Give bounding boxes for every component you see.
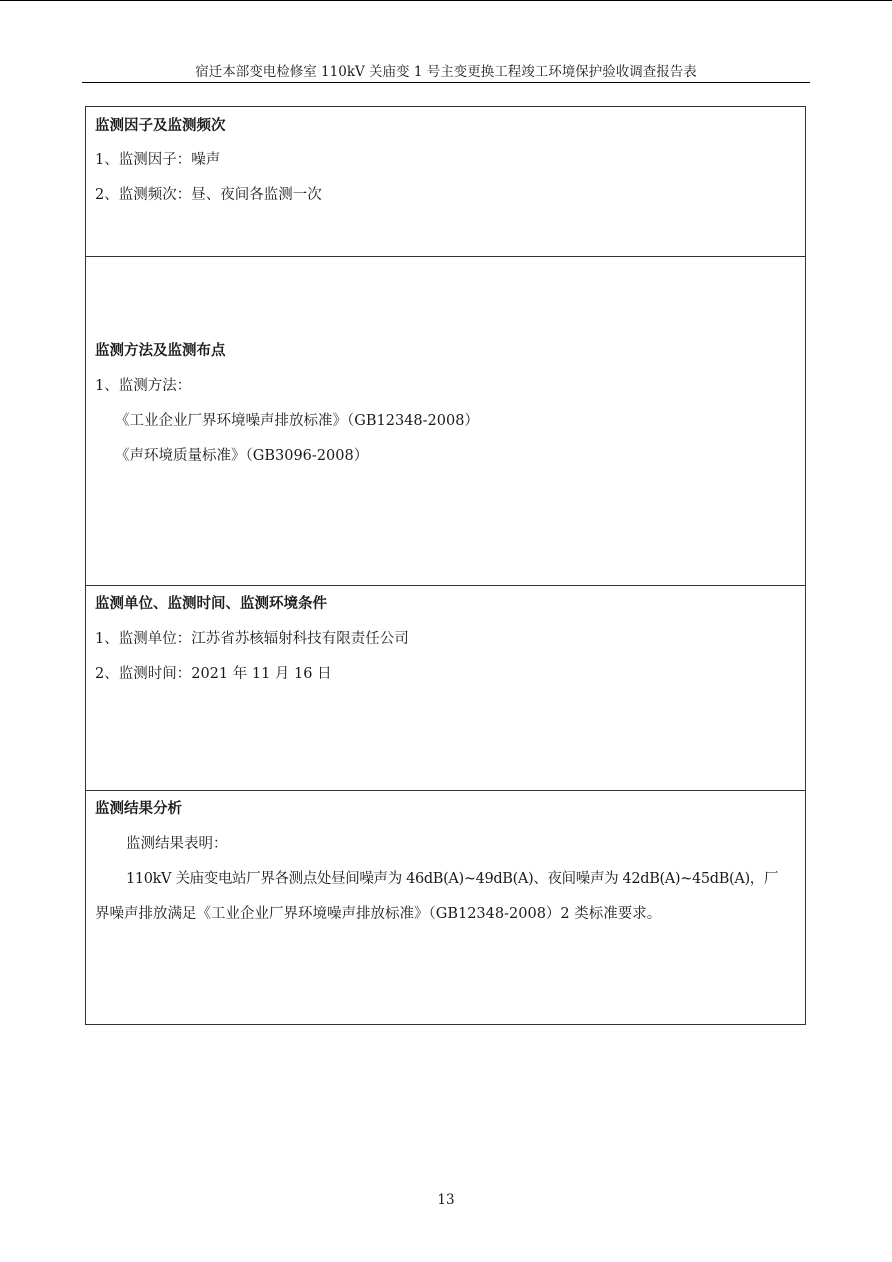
section-monitoring-methods	[86, 257, 805, 586]
page-number: 13	[437, 1192, 455, 1208]
section-heading-results: 监测结果分析	[95, 800, 182, 817]
section-heading-unit: 监测单位、监测时间、监测环境条件	[95, 595, 327, 612]
section-monitoring-results	[86, 791, 805, 1024]
time-item: 2、监测时间：2021 年 11 月 16 日	[95, 666, 332, 682]
unit-item: 1、监测单位：江苏省苏核辐射科技有限责任公司	[95, 631, 409, 647]
section-monitoring-factors	[86, 107, 805, 257]
results-paragraph-line-2: 界噪声排放满足《工业企业厂界环境噪声排放标准》（GB12348-2008）2 类标准要求。	[95, 906, 662, 922]
header-rule	[82, 82, 810, 83]
section-heading-methods: 监测方法及监测布点	[95, 342, 226, 359]
frequency-item: 2、监测频次：昼、夜间各监测一次	[95, 187, 322, 203]
section-heading-factors: 监测因子及监测频次	[95, 117, 226, 134]
method-item: 1、监测方法：	[95, 378, 192, 394]
section-monitoring-unit	[86, 586, 805, 791]
results-intro: 监测结果表明：	[126, 836, 228, 852]
page-top-border	[0, 0, 892, 1]
factor-item: 1、监测因子：噪声	[95, 152, 221, 168]
standard-item-2: 《声环境质量标准》（GB3096-2008）	[115, 448, 369, 464]
report-table	[85, 106, 806, 1025]
page-header-title: 宿迁本部变电检修室 110kV 关庙变 1 号主变更换工程竣工环境保护验收调查报告表	[195, 64, 697, 80]
results-paragraph-line-1: 110kV 关庙变电站厂界各测点处昼间噪声为 46dB(A)~49dB(A)、夜间噪声为 42dB(A)~45dB(A)，厂	[126, 871, 779, 887]
standard-item-1: 《工业企业厂界环境噪声排放标准》（GB12348-2008）	[115, 413, 479, 429]
